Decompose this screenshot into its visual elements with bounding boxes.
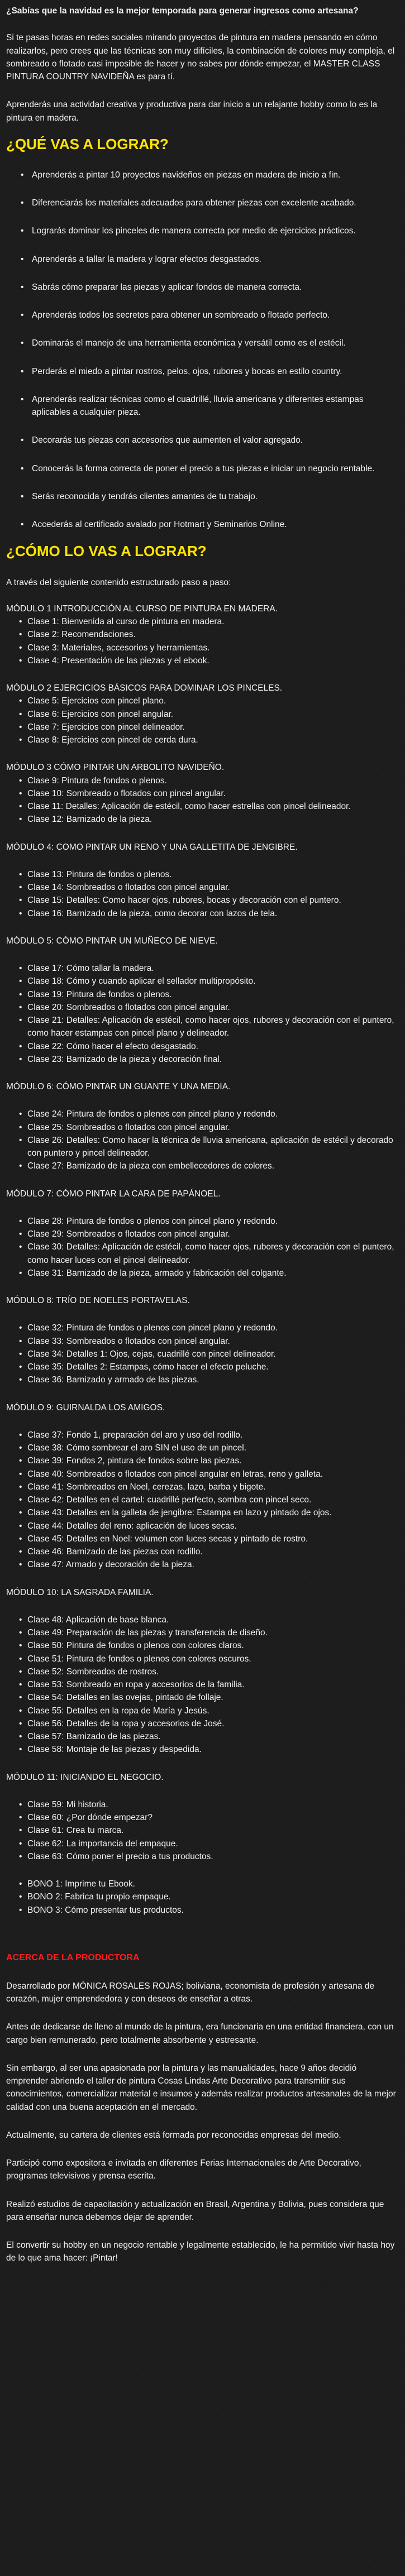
class-item: • Clase 60: ¿Por dónde empezar?: [27, 1811, 399, 1824]
class-item: • Clase 51: Pintura de fondos o plenos con colores oscuros.: [27, 1653, 399, 1665]
class-item: • Clase 26: Detalles: Como hacer la técnica de lluvia americana, aplicación de estécil y decorado con puntero y pincel delineador.: [27, 1134, 399, 1160]
learn-item: • Accederás al certificado avalado por Hotmart y Seminarios Online.: [32, 518, 399, 531]
about-paragraph: Sin embargo, al ser una apasionada por la pintura y las manualidades, hace 9 años decidió emprender abriendo el taller de pintura Cosas Lindas Arte Decorativo para transmitir sus conocimientos, comercializar material e insumos y además realizar productos artesanales de la mejor calidad con una buena aceptación en el mercado.: [6, 2063, 396, 2112]
class-item: • Clase 23: Barnizado de la pieza y decoración final.: [27, 1053, 399, 1066]
module-title: MÓDULO 7: CÓMO PINTAR LA CARA DE PAPÁNOEL.: [6, 1189, 221, 1199]
module: [6, 1080, 399, 1173]
module-title: MÓDULO 5: CÓMO PINTAR UN MUÑECO DE NIEVE.: [6, 936, 218, 946]
class-list: [27, 1108, 399, 1172]
class-item: • Clase 2: Recomendaciones.: [27, 628, 399, 641]
class-item: • Clase 10: Sombreado o flotados con pincel angular.: [27, 787, 399, 800]
about-paragraph: El convertir su hobby en un negocio rentable y legalmente establecido, le ha permitido vivir hasta hoy de lo que ama hacer: ¡Pintar!: [6, 2240, 395, 2263]
class-item: • Clase 3: Materiales, accesorios y herramientas.: [27, 641, 399, 654]
module: [6, 1586, 399, 1756]
class-item: • Clase 50: Pintura de fondos o plenos con colores claros.: [27, 1639, 399, 1652]
class-item: • Clase 17: Cómo tallar la madera.: [27, 962, 399, 975]
module: [6, 1294, 399, 1387]
bonus-item: • BONO 2: Fabrica tu propio empaque.: [27, 1890, 399, 1903]
module: [6, 1188, 399, 1280]
module-title: MÓDULO 10: LA SAGRADA FAMILIA.: [6, 1587, 154, 1597]
about-heading: ACERCA DE LA PRODUCTORA: [6, 1952, 140, 1962]
class-list: [27, 1321, 399, 1386]
class-list: [27, 695, 399, 746]
module: [6, 602, 399, 667]
class-item: • Clase 30: Detalles: Aplicación de estécil, como hacer ojos, rubores y decoración con el puntero, como hacer luces con el pincel delineador.: [27, 1241, 399, 1267]
class-item: • Clase 44: Detalles del reno: aplicación de luces secas.: [27, 1520, 399, 1533]
about-paragraph: Antes de dedicarse de lleno al mundo de la pintura, era funcionaria en una entidad financiera, con un cargo bien remunerado, pero totalmente absorbente y estresante.: [6, 2022, 394, 2045]
learn-item: • Aprenderás todos los secretos para obtener un sombreado o flotado perfecto.: [32, 309, 399, 322]
class-list: [27, 868, 399, 920]
class-item: • Clase 22: Cómo hacer el efecto desgastado.: [27, 1040, 399, 1053]
class-item: • Clase 39: Fondos 2, pintura de fondos sobre las piezas.: [27, 1454, 399, 1467]
learn-heading: ¿QUÉ VAS A LOGRAR?: [6, 135, 169, 152]
about-paragraph: Participó como expositora e invitada en diferentes Ferias Internacionales de Arte Decorativo, programas televisivos y prensa escrita.: [6, 2158, 361, 2181]
class-item: • Clase 14: Sombreados o flotados con pincel angular.: [27, 881, 399, 894]
class-item: • Clase 48: Aplicación de base blanca.: [27, 1613, 399, 1626]
class-item: • Clase 15: Detalles: Como hacer ojos, rubores, bocas y decoración con el puntero.: [27, 894, 399, 907]
class-item: • Clase 61: Crea tu marca.: [27, 1824, 399, 1837]
class-list: [27, 1613, 399, 1756]
class-item: • Clase 31: Barnizado de la pieza, armado y fabricación del colgante.: [27, 1267, 399, 1280]
module-title: MÓDULO 3 CÓMO PINTAR UN ARBOLITO NAVIDEÑO.: [6, 763, 225, 773]
class-item: • Clase 46: Barnizado de las piezas con rodillo.: [27, 1545, 399, 1558]
class-item: • Clase 25: Sombreados o flotados con pincel angular.: [27, 1121, 399, 1134]
class-list: [27, 615, 399, 667]
module-title: MÓDULO 1 INTRODUCCIÓN AL CURSO DE PINTURA EN MADERA.: [6, 604, 278, 614]
class-list: [27, 962, 399, 1066]
class-item: • Clase 5: Ejercicios con pincel plano.: [27, 695, 399, 707]
class-item: • Clase 8: Ejercicios con pincel de cerda dura.: [27, 734, 399, 746]
class-item: • Clase 47: Armado y decoración de la pieza.: [27, 1558, 399, 1571]
learn-item: • Conocerás la forma correcta de poner el precio a tus piezas e iniciar un negocio rentable.: [32, 462, 399, 475]
learn-item: • Decorarás tus piezas con accesorios que aumenten el valor agregado.: [32, 434, 399, 447]
class-item: • Clase 36: Barnizado y armado de las piezas.: [27, 1373, 399, 1386]
intro-paragraph: Aprenderás una actividad creativa y productiva para dar inicio a un relajante hobby como lo es la pintura en madera.: [6, 100, 378, 123]
module-title: MÓDULO 2 EJERCICIOS BÁSICOS PARA DOMINAR LOS PINCELES.: [6, 683, 283, 693]
module-title: MÓDULO 4: COMO PINTAR UN RENO Y UNA GALLETITA DE JENGIBRE.: [6, 842, 298, 852]
class-item: • Clase 19: Pintura de fondos o plenos.: [27, 988, 399, 1001]
module-title: MÓDULO 6: CÓMO PINTAR UN GUANTE Y UNA MEDIA.: [6, 1082, 231, 1092]
about-section: [6, 1980, 399, 2265]
class-item: • Clase 54: Detalles en las ovejas, pintado de follaje.: [27, 1691, 399, 1704]
learn-item: • Diferenciarás los materiales adecuados para obtener piezas con excelente acabado.: [32, 197, 399, 209]
class-item: • Clase 55: Detalles en la ropa de María y Jesús.: [27, 1704, 399, 1717]
class-item: • Clase 56: Detalles de la ropa y accesorios de José.: [27, 1717, 399, 1730]
class-item: • Clase 21: Detalles: Aplicación de estécil, como hacer ojos, rubores y decoración con el puntero, como hacer estampas con pincel plano y delineador.: [27, 1014, 399, 1040]
how-heading: ¿CÓMO LO VAS A LOGRAR?: [6, 543, 207, 560]
class-item: • Clase 63: Cómo poner el precio a tus productos.: [27, 1850, 399, 1863]
class-item: • Clase 16: Barnizado de la pieza, como decorar con lazos de tela.: [27, 907, 399, 920]
module: [6, 1771, 399, 1864]
learn-item: • Dominarás el manejo de una herramienta económica y versátil como es el estécil.: [32, 337, 399, 349]
bonus-list: [27, 1878, 399, 1917]
class-item: • Clase 41: Sombreados en Noel, cerezas, lazo, barba y bigote.: [27, 1481, 399, 1493]
class-item: • Clase 11: Detalles: Aplicación de estécil, como hacer estrellas con pincel delineador.: [27, 800, 399, 813]
module-title: MÓDULO 11: INICIANDO EL NEGOCIO.: [6, 1772, 164, 1782]
class-item: • Clase 7: Ejercicios con pincel delineador.: [27, 721, 399, 734]
class-item: • Clase 6: Ejercicios con pincel angular.: [27, 708, 399, 721]
about-paragraph: Realizó estudios de capacitación y actualización en Brasil, Argentina y Bolivia, pues considera que para enseñar nunca debemos dejar de aprender.: [6, 2199, 384, 2222]
class-item: • Clase 32: Pintura de fondos o plenos con pincel plano y redondo.: [27, 1321, 399, 1334]
learn-item: • Aprenderás a tallar la madera y lograr efectos desgastados.: [32, 253, 399, 266]
class-list: [27, 774, 399, 826]
about-paragraph: Actualmente, su cartera de clientes está formada por reconocidas empresas del medio.: [6, 2130, 341, 2140]
intro-question: ¿Sabías que la navidad es la mejor temporada para generar ingresos como artesana?: [6, 6, 359, 16]
intro-paragraph: Si te pasas horas en redes sociales mirando proyectos de pintura en madera pensando en cómo realizarlos, pero crees que las técnicas son muy difíciles, la combinación de colores muy compleja, el sombreado o flotado casi imposible de hacer y no sabes por dónde empezar, el MASTER CLASS PINTURA COUNTRY NAVIDEÑA es para tí.: [6, 33, 395, 82]
class-item: • Clase 18: Cómo y cuando aplicar el sellador multipropósito.: [27, 975, 399, 988]
class-item: • Clase 38: Cómo sombrear el aro SIN el uso de un pincel.: [27, 1442, 399, 1454]
module: [6, 682, 399, 746]
class-item: • Clase 42: Detalles en el cartel: cuadrillé perfecto, sombra con pincel seco.: [27, 1493, 399, 1506]
class-item: • Clase 34: Detalles 1: Ojos, cejas, cuadrillé con pincel delineador.: [27, 1348, 399, 1361]
class-item: • Clase 9: Pintura de fondos o plenos.: [27, 774, 399, 787]
class-item: • Clase 59: Mi historia.: [27, 1798, 399, 1811]
class-list: [27, 1798, 399, 1863]
class-item: • Clase 33: Sombreados o flotados con pincel angular.: [27, 1335, 399, 1348]
class-item: • Clase 37: Fondo 1, preparación del aro y uso del rodillo.: [27, 1429, 399, 1442]
bonus-item: • BONO 1: Imprime tu Ebook.: [27, 1878, 399, 1890]
class-item: • Clase 24: Pintura de fondos o plenos con pincel plano y redondo.: [27, 1108, 399, 1121]
class-item: • Clase 62: La importancia del empaque.: [27, 1837, 399, 1850]
learn-item: • Sabrás cómo preparar las piezas y aplicar fondos de manera correcta.: [32, 281, 399, 294]
learn-item: • Lograrás dominar los pinceles de manera correcta por medio de ejercicios prácticos.: [32, 224, 399, 237]
learn-item: • Aprenderás a pintar 10 proyectos navideños en piezas en madera de inicio a fin.: [32, 169, 399, 181]
about-paragraph: Desarrollado por MÓNICA ROSALES ROJAS; boliviana, economista de profesión y artesana de corazón, mujer emprendedora y con deseos de enseñar a otras.: [6, 1981, 375, 2004]
module: [6, 1401, 399, 1572]
class-item: • Clase 20: Sombreados o flotados con pincel angular.: [27, 1001, 399, 1014]
class-item: • Clase 12: Barnizado de la pieza.: [27, 813, 399, 826]
class-item: • Clase 27: Barnizado de la pieza con embellecedores de colores.: [27, 1160, 399, 1172]
class-item: • Clase 52: Sombreados de rostros.: [27, 1665, 399, 1678]
module-title: MÓDULO 8: TRÍO DE NOELES PORTAVELAS.: [6, 1296, 190, 1306]
module: [6, 935, 399, 1066]
class-item: • Clase 53: Sombreado en ropa y accesorios de la familia.: [27, 1678, 399, 1691]
learn-item: • Aprenderás realizar técnicas como el cuadrillé, lluvia americana y diferentes estampas aplicables a cualquier pieza.: [32, 393, 399, 419]
class-list: [27, 1215, 399, 1280]
module-list: [6, 602, 399, 1863]
class-list: [27, 1429, 399, 1572]
bonus-item: • BONO 3: Cómo presentar tus productos.: [27, 1904, 399, 1917]
class-item: • Clase 28: Pintura de fondos o plenos con pincel plano y redondo.: [27, 1215, 399, 1228]
steps-intro: A través del siguiente contenido estructurado paso a paso:: [6, 577, 231, 587]
class-item: • Clase 35: Detalles 2: Estampas, cómo hacer el efecto peluche.: [27, 1361, 399, 1373]
class-item: • Clase 58: Montaje de las piezas y despedida.: [27, 1743, 399, 1756]
module: [6, 841, 399, 920]
class-item: • Clase 57: Barnizado de las piezas.: [27, 1730, 399, 1743]
class-item: • Clase 43: Detalles en la galleta de jengibre: Estampa en lazo y pintado de ojos.: [27, 1506, 399, 1519]
class-item: • Clase 45: Detalles en Noel: volumen con luces secas y pintado de rostro.: [27, 1533, 399, 1545]
class-item: • Clase 1: Bienvenida al curso de pintura en madera.: [27, 615, 399, 628]
module: [6, 761, 399, 826]
learn-list: [32, 169, 399, 532]
learn-item: • Serás reconocida y tendrás clientes amantes de tu trabajo.: [32, 490, 399, 503]
module-title: MÓDULO 9: GUIRNALDA LOS AMIGOS.: [6, 1402, 165, 1413]
learn-item: • Perderás el miedo a pintar rostros, pelos, ojos, rubores y bocas en estilo country.: [32, 365, 399, 378]
class-item: • Clase 29: Sombreados o flotados con pincel angular.: [27, 1228, 399, 1241]
class-item: • Clase 13: Pintura de fondos o plenos.: [27, 868, 399, 881]
class-item: • Clase 4: Presentación de las piezas y el ebook.: [27, 654, 399, 667]
class-item: • Clase 49: Preparación de las piezas y transferencia de diseño.: [27, 1626, 399, 1639]
class-item: • Clase 40: Sombreados o flotados con pincel angular en letras, reno y galleta.: [27, 1468, 399, 1481]
